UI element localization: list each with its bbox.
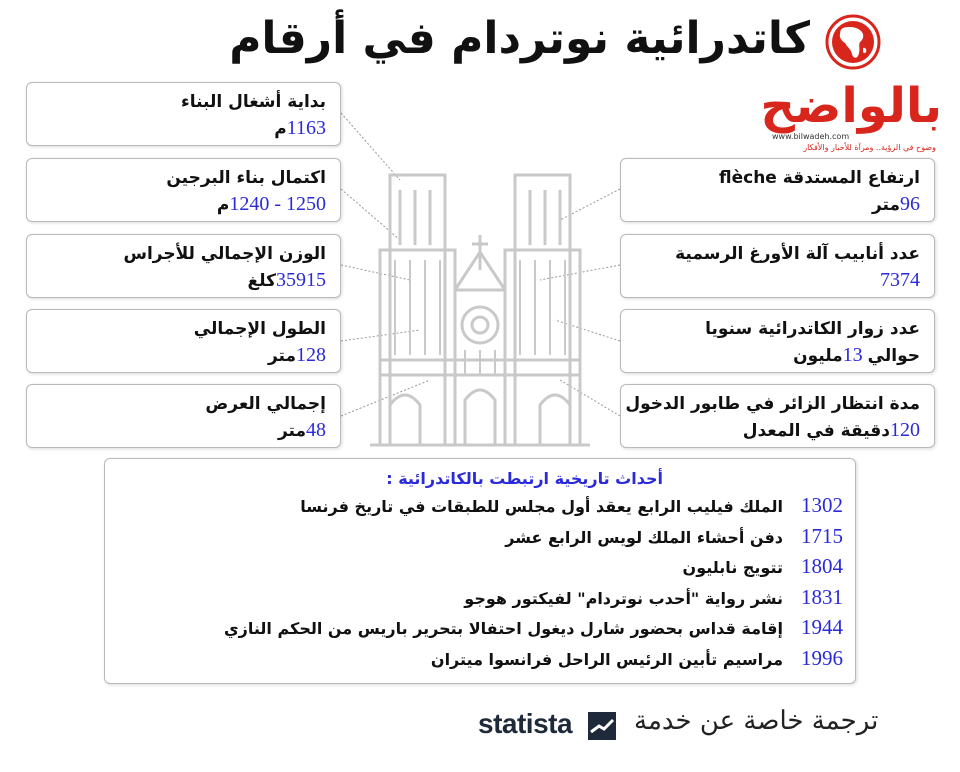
event-row: [117, 552, 843, 583]
fact-box-total-width: [26, 384, 341, 448]
events-title: أحداث تاريخية ارتبطت بالكاتدرائية :: [386, 469, 663, 488]
page-title: كاتدرائية نوتردام في أرقام: [229, 13, 810, 64]
historical-events-box: [104, 458, 856, 684]
fact-label: الطول الإجمالي: [193, 319, 326, 339]
fact-label: اكتمال بناء البرجين: [166, 168, 326, 188]
event-text: مراسيم تأبين الرئيس الراحل فرانسوا ميتران: [430, 649, 783, 669]
brand-url: www.bilwadeh.com: [772, 132, 850, 141]
event-row: [117, 583, 843, 614]
fact-box-queue-wait: [620, 384, 935, 448]
event-row: [117, 644, 843, 675]
fact-box-organ-pipes: [620, 234, 935, 298]
event-text: تتويج نابليون: [682, 558, 783, 577]
translation-credit: ترجمة خاصة عن خدمة: [634, 706, 879, 736]
event-row: [117, 522, 843, 553]
fact-label: عدد أنابيب آلة الأورغ الرسمية: [675, 244, 920, 264]
fact-box-construction-start: [26, 82, 341, 146]
brand-tagline: وضوح في الرؤية.. ومرآة للأخبار والأفكار: [803, 143, 936, 152]
fact-value: 1163م: [274, 117, 326, 139]
fact-box-spire-height: [620, 158, 935, 222]
fact-value: حوالي 13مليون: [793, 344, 920, 366]
fact-box-towers-completion: [26, 158, 341, 222]
event-year: 1804: [801, 554, 843, 578]
fact-value: 7374: [880, 269, 920, 291]
fact-value: 1250 - 1240م: [216, 193, 326, 215]
fact-box-bells-weight: [26, 234, 341, 298]
event-year: 1996: [801, 645, 843, 670]
fact-value: 120دقيقة في المعدل: [742, 419, 920, 441]
event-year: 1831: [801, 584, 843, 609]
fact-value: 128متر: [267, 344, 326, 366]
statista-logo-icon: [588, 712, 616, 740]
fact-label: بداية أشغال البناء: [181, 92, 326, 112]
cathedral-illustration: [370, 160, 590, 460]
fact-value: 48متر: [277, 419, 326, 441]
event-text: إقامة قداس بحضور شارل ديغول احتفالا بتحرير باريس من الحكم النازي: [223, 619, 783, 638]
globe-logo-icon: [825, 14, 881, 70]
event-year: 1302: [801, 493, 843, 517]
event-year: 1715: [801, 523, 843, 548]
event-text: دفن أحشاء الملك لويس الرابع عشر: [505, 527, 783, 547]
fact-box-annual-visitors: [620, 309, 935, 373]
event-year: 1944: [801, 615, 843, 639]
fact-box-total-length: [26, 309, 341, 373]
statista-wordmark: statista: [478, 708, 573, 739]
fact-value: 35915كلغ: [247, 269, 326, 291]
fact-value: 96متر: [871, 193, 920, 215]
event-text: الملك فيليب الرابع يعقد أول مجلس للطبقات في تاريخ فرنسا: [300, 497, 783, 516]
fact-label: عدد زوار الكاتدرائية سنويا: [705, 319, 920, 339]
fact-label: ارتفاع المستدقة flèche: [718, 168, 920, 188]
fact-label: الوزن الإجمالي للأجراس: [123, 244, 326, 264]
event-row: [117, 491, 843, 522]
event-row: [117, 613, 843, 644]
brand-name: بالواضح: [760, 78, 942, 134]
event-text: نشر رواية "أحدب نوتردام" لفيكتور هوجو: [464, 588, 783, 608]
fact-label: مدة انتظار الزائر في طابور الدخول: [625, 394, 920, 414]
brand-logo: [752, 80, 942, 160]
fact-label: إجمالي العرض: [205, 394, 326, 414]
